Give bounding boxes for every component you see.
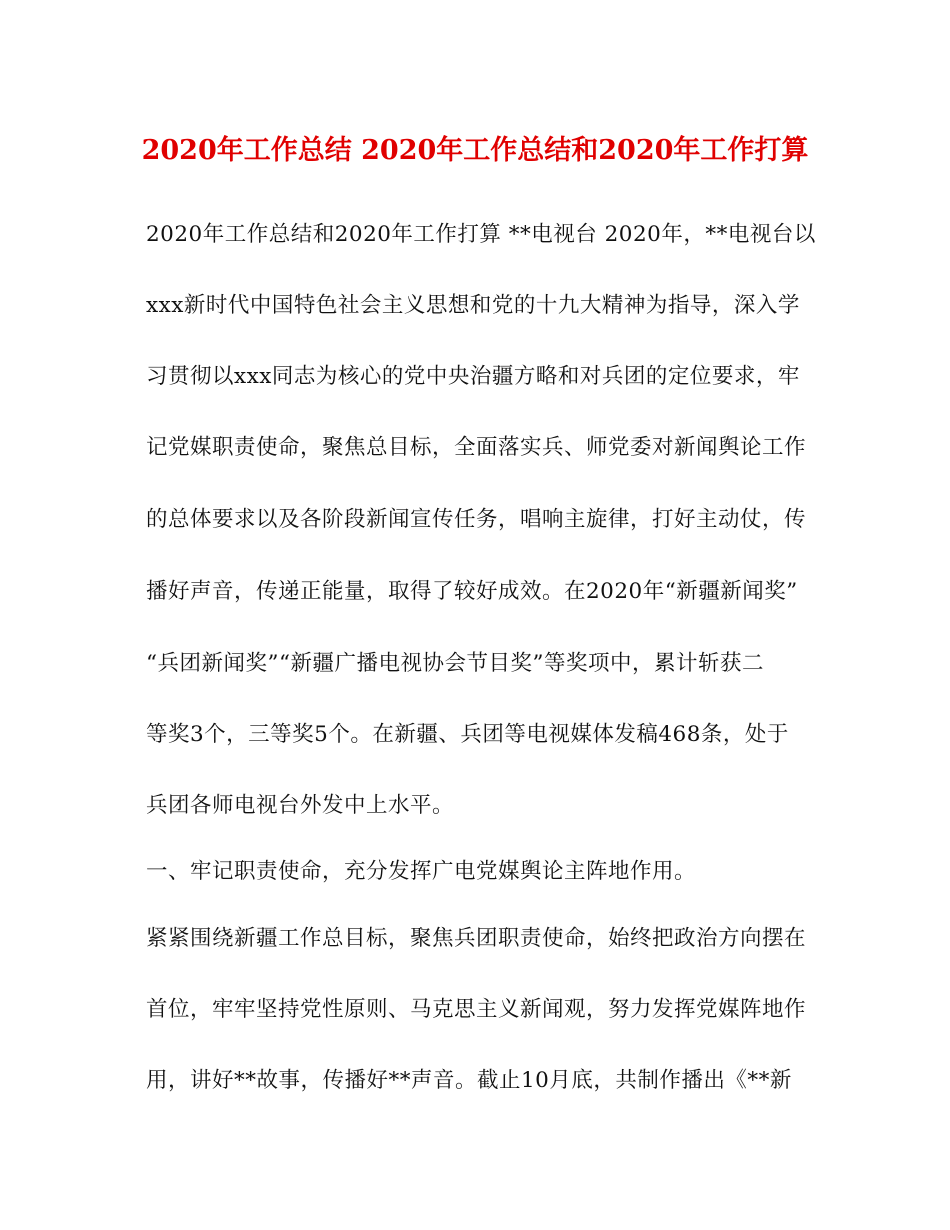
paragraph-line: 播好声音，传递正能量，取得了较好成效。在2020年“新疆新闻奖”: [146, 579, 798, 604]
paragraph-line: 首位，牢牢坚持党性原则、马克思主义新闻观，努力发挥党媒阵地作: [146, 997, 807, 1022]
document-title: 2020年工作总结 2020年工作总结和2020年工作打算: [141, 135, 809, 166]
paragraph-line: xxx新时代中国特色社会主义思想和党的十九大精神为指导，深入学: [146, 293, 800, 318]
paragraph-line: 紧紧围绕新疆工作总目标，聚焦兵团职责使命，始终把政治方向摆在: [146, 926, 807, 951]
paragraph-line: 记党媒职责使命，聚焦总目标，全面落实兵、师党委对新闻舆论工作: [146, 435, 807, 460]
paragraph-line: “兵团新闻奖”“新疆广播电视协会节目奖”等奖项中，累计斩获二: [146, 651, 764, 676]
paragraph-line: 用，讲好**故事，传播好**声音。截止10月底，共制作播出《**新: [146, 1068, 792, 1093]
paragraph-line: 的总体要求以及各阶段新闻宣传任务，唱响主旋律，打好主动仗，传: [146, 507, 807, 532]
paragraph-line: 等奖3个，三等奖5个。在新疆、兵团等电视媒体发稿468条，处于: [146, 722, 789, 747]
paragraph-line: 兵团各师电视台外发中上水平。: [146, 793, 455, 818]
paragraph-line: 2020年工作总结和2020年工作打算 **电视台 2020年，**电视台以: [146, 222, 816, 247]
section-heading: 一、牢记职责使命，充分发挥广电党媒舆论主阵地作用。: [146, 859, 697, 884]
paragraph-line: 习贯彻以xxx同志为核心的党中央治疆方略和对兵团的定位要求，牢: [146, 364, 800, 389]
